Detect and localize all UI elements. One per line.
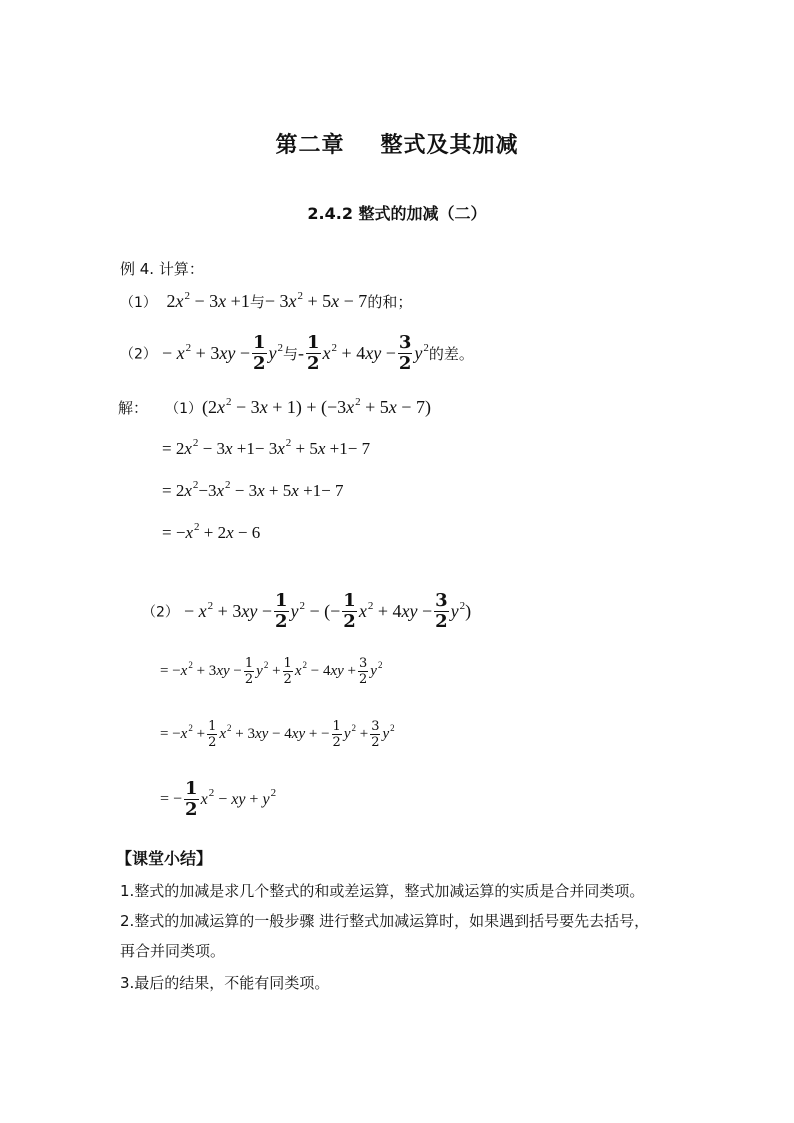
fraction: $\frac{1}{2}$: [343, 590, 356, 632]
solution-step: = $-x^2 + 3xy$ − $\frac{1}{2}$ $y^2$ + $\frac{1}{2}$ $x^2 - 4xy$ + $\frac{3}{2}$ $y^2$: [160, 656, 383, 687]
q1-connector: 与: [249, 293, 265, 311]
solution-result: = − $\frac{1}{2}$ $x^2$ − xy + $y^2$: [160, 778, 277, 820]
fraction: $\frac{1}{2}$: [274, 590, 288, 632]
fraction: $\frac{1}{2}$: [244, 656, 254, 687]
fraction: $\frac{3}{2}$: [371, 719, 380, 750]
fraction: $\frac{3}{2}$: [398, 332, 412, 374]
q1-expr-b: − $3x^2 + 5x - 7$: [264, 290, 368, 311]
solution-p2-line: $(2) - x^2 + 3xy$ − $\frac{1}{2}$ $y^2$ − (− $\frac{1}{2}$ $x^2 + 4xy$ − $\frac{3}{2}$ $y^2$): [142, 590, 472, 632]
summary-item: 3.最后的结果，不能有同类项。: [120, 974, 330, 992]
chapter-name: 整式及其加减: [380, 133, 519, 158]
solution-step: = $2x^2-3x^2 - 3x + 5x +1- 7$: [162, 479, 344, 500]
q2-number: （2）: [120, 346, 157, 363]
q1-expr-a: $2x^2 - 3x +1$: [162, 290, 250, 311]
example-q2: $(2) - x^2 + 3xy$ − $\frac{1}{2}$ $y^2$与- $\frac{1}{2}$ $x^2 + 4xy$ − $\frac{3}{2}$ $y^2$的差。: [120, 332, 474, 374]
q1-tail: 的和；: [367, 293, 413, 311]
chapter-number: 第二章: [275, 133, 345, 158]
example-q1: [120, 291, 412, 312]
fraction: $\frac{1}{2}$: [283, 656, 292, 687]
solution-line-1: [118, 397, 431, 418]
fraction: $\frac{3}{2}$: [435, 590, 448, 632]
fraction: $\frac{1}{2}$: [252, 332, 266, 374]
solution-step: = $2x^2 - 3x +1- 3x^2 + 5x +1- 7$: [162, 437, 371, 458]
q2-expr-a: − $x^2 + 3xy$ −: [162, 342, 250, 363]
q2-expr-b: -: [298, 343, 305, 363]
solution-p1-number: （1）: [165, 401, 203, 417]
fraction: $\frac{3}{2}$: [359, 656, 368, 687]
q2-tail: 的差。: [428, 345, 474, 363]
summary-heading: 【课堂小结】: [116, 849, 213, 868]
fraction: $\frac{1}{2}$: [208, 719, 217, 750]
chapter-title: [0, 128, 794, 159]
fraction: $\frac{1}{2}$: [185, 778, 198, 820]
solution-step: = $-x^2$ + $\frac{1}{2}$ $x^2 + 3xy - 4xy$ + − $\frac{1}{2}$ $y^2$ + $\frac{3}{2}$ $y^2$: [160, 719, 395, 750]
solution-step: = $-x^2 + 2x - 6$: [162, 521, 261, 542]
fraction: $\frac{1}{2}$: [307, 332, 320, 374]
q2-connector: 与: [283, 345, 299, 363]
fraction: $\frac{1}{2}$: [332, 719, 341, 750]
summary-item: 再合并同类项。: [120, 942, 226, 960]
section-title: 2.4.2 整式的加减（二）: [307, 204, 487, 223]
solution-label: 解：: [118, 399, 149, 417]
summary-item: 1.整式的加减是求几个整式的和或差运算，整式加减运算的实质是合并同类项。: [120, 882, 645, 900]
summary-item: 2.整式的加减运算的一般步骤 进行整式加减运算时，如果遇到括号要先去括号，: [120, 912, 650, 930]
solution-p2-number: （2）: [142, 604, 179, 621]
q1-number: （1）: [120, 295, 157, 311]
example-label: 例 4. 计算：: [120, 260, 204, 278]
solution-p1-expr: $(2x^2 - 3x + 1) + (-3x^2 + 5x - 7)$: [202, 396, 431, 417]
